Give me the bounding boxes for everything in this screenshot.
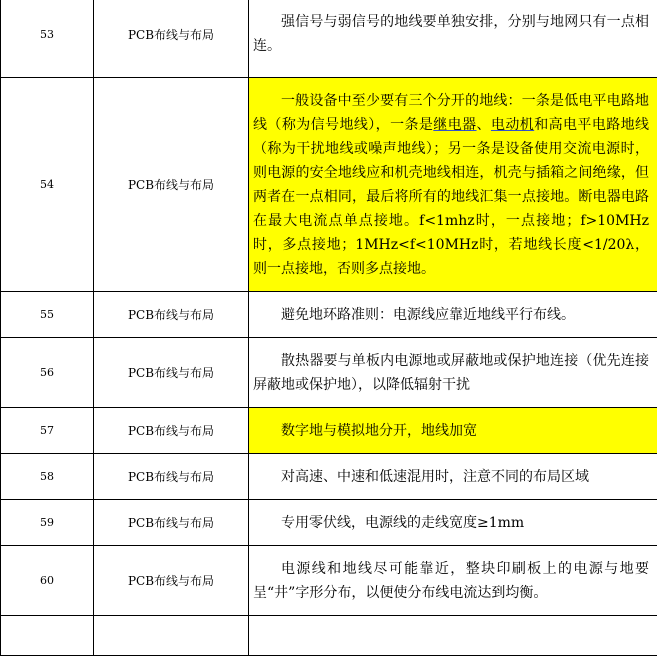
table-row xyxy=(1,292,657,338)
table-row xyxy=(1,616,657,656)
row-category: PCB布线与布局 xyxy=(94,292,249,338)
description-text: 对高速、中速和低速混用时，注意不同的布局区域 xyxy=(281,469,589,485)
row-category: PCB布线与布局 xyxy=(94,500,249,546)
row-description xyxy=(249,78,657,292)
motor-link[interactable]: 电动机 xyxy=(491,117,534,133)
table-row xyxy=(1,0,657,78)
table-row xyxy=(1,546,657,616)
table-row xyxy=(1,78,657,292)
row-category: PCB布线与布局 xyxy=(94,454,249,500)
row-number: 53 xyxy=(1,0,94,78)
row-number xyxy=(1,616,94,656)
row-category: PCB布线与布局 xyxy=(94,408,249,454)
row-description xyxy=(249,546,657,616)
row-number: 55 xyxy=(1,292,94,338)
table-row xyxy=(1,408,657,454)
row-category: PCB布线与布局 xyxy=(94,546,249,616)
row-number: 57 xyxy=(1,408,94,454)
row-number: 58 xyxy=(1,454,94,500)
description-text: 散热器要与单板内电源地或屏蔽地或保护地连接（优先连接屏蔽地或保护地），以降低辐射干扰 xyxy=(253,353,649,393)
row-category: PCB布线与布局 xyxy=(94,338,249,408)
table-row xyxy=(1,454,657,500)
description-text: 、 xyxy=(477,117,491,133)
description-text: 数字地与模拟地分开，地线加宽 xyxy=(281,423,477,439)
description-text: 专用零伏线，电源线的走线宽度≥1mm xyxy=(281,515,524,531)
description-text: 避免地环路准则：电源线应靠近地线平行布线。 xyxy=(281,307,575,323)
row-category: PCB布线与布局 xyxy=(94,78,249,292)
row-category: PCB布线与布局 xyxy=(94,0,249,78)
relay-link[interactable]: 继电器 xyxy=(433,117,476,133)
row-description xyxy=(249,454,657,500)
table-row xyxy=(1,500,657,546)
row-description xyxy=(249,338,657,408)
row-description xyxy=(249,292,657,338)
row-description xyxy=(249,616,657,656)
row-number: 54 xyxy=(1,78,94,292)
row-number: 56 xyxy=(1,338,94,408)
row-description xyxy=(249,408,657,454)
row-description xyxy=(249,500,657,546)
description-text: 和高电平电路地线（称为干扰地线或噪声地线）；另一条是设备使用交流电源时，则电源的安全地线应和机壳地线相连，机壳与插箱之间绝缘，但两者在一点相同，最后将所有的地线汇集一点接地。断电器电路在最大电流点单点接地。f<1mhz时，一点接地；f>10MHz时，多点接地；1MHz<f<10MHz时，若地线长度<1/20λ，则一点接地，否则多点接地。 xyxy=(253,117,649,277)
row-number: 59 xyxy=(1,500,94,546)
row-description xyxy=(249,0,657,78)
row-category xyxy=(94,616,249,656)
description-text: 一般设备中至少要有三个分开的地线：一条是低电平电路地线（称为信号地线），一条是 xyxy=(253,93,649,133)
description-text: 电源线和地线尽可能靠近，整块印刷板上的电源与地要呈“井”字形分布，以便使分布线电流达到均衡。 xyxy=(253,561,649,601)
table-row xyxy=(1,338,657,408)
row-number: 60 xyxy=(1,546,94,616)
description-text: 强信号与弱信号的地线要单独安排，分别与地网只有一点相连。 xyxy=(253,14,649,54)
